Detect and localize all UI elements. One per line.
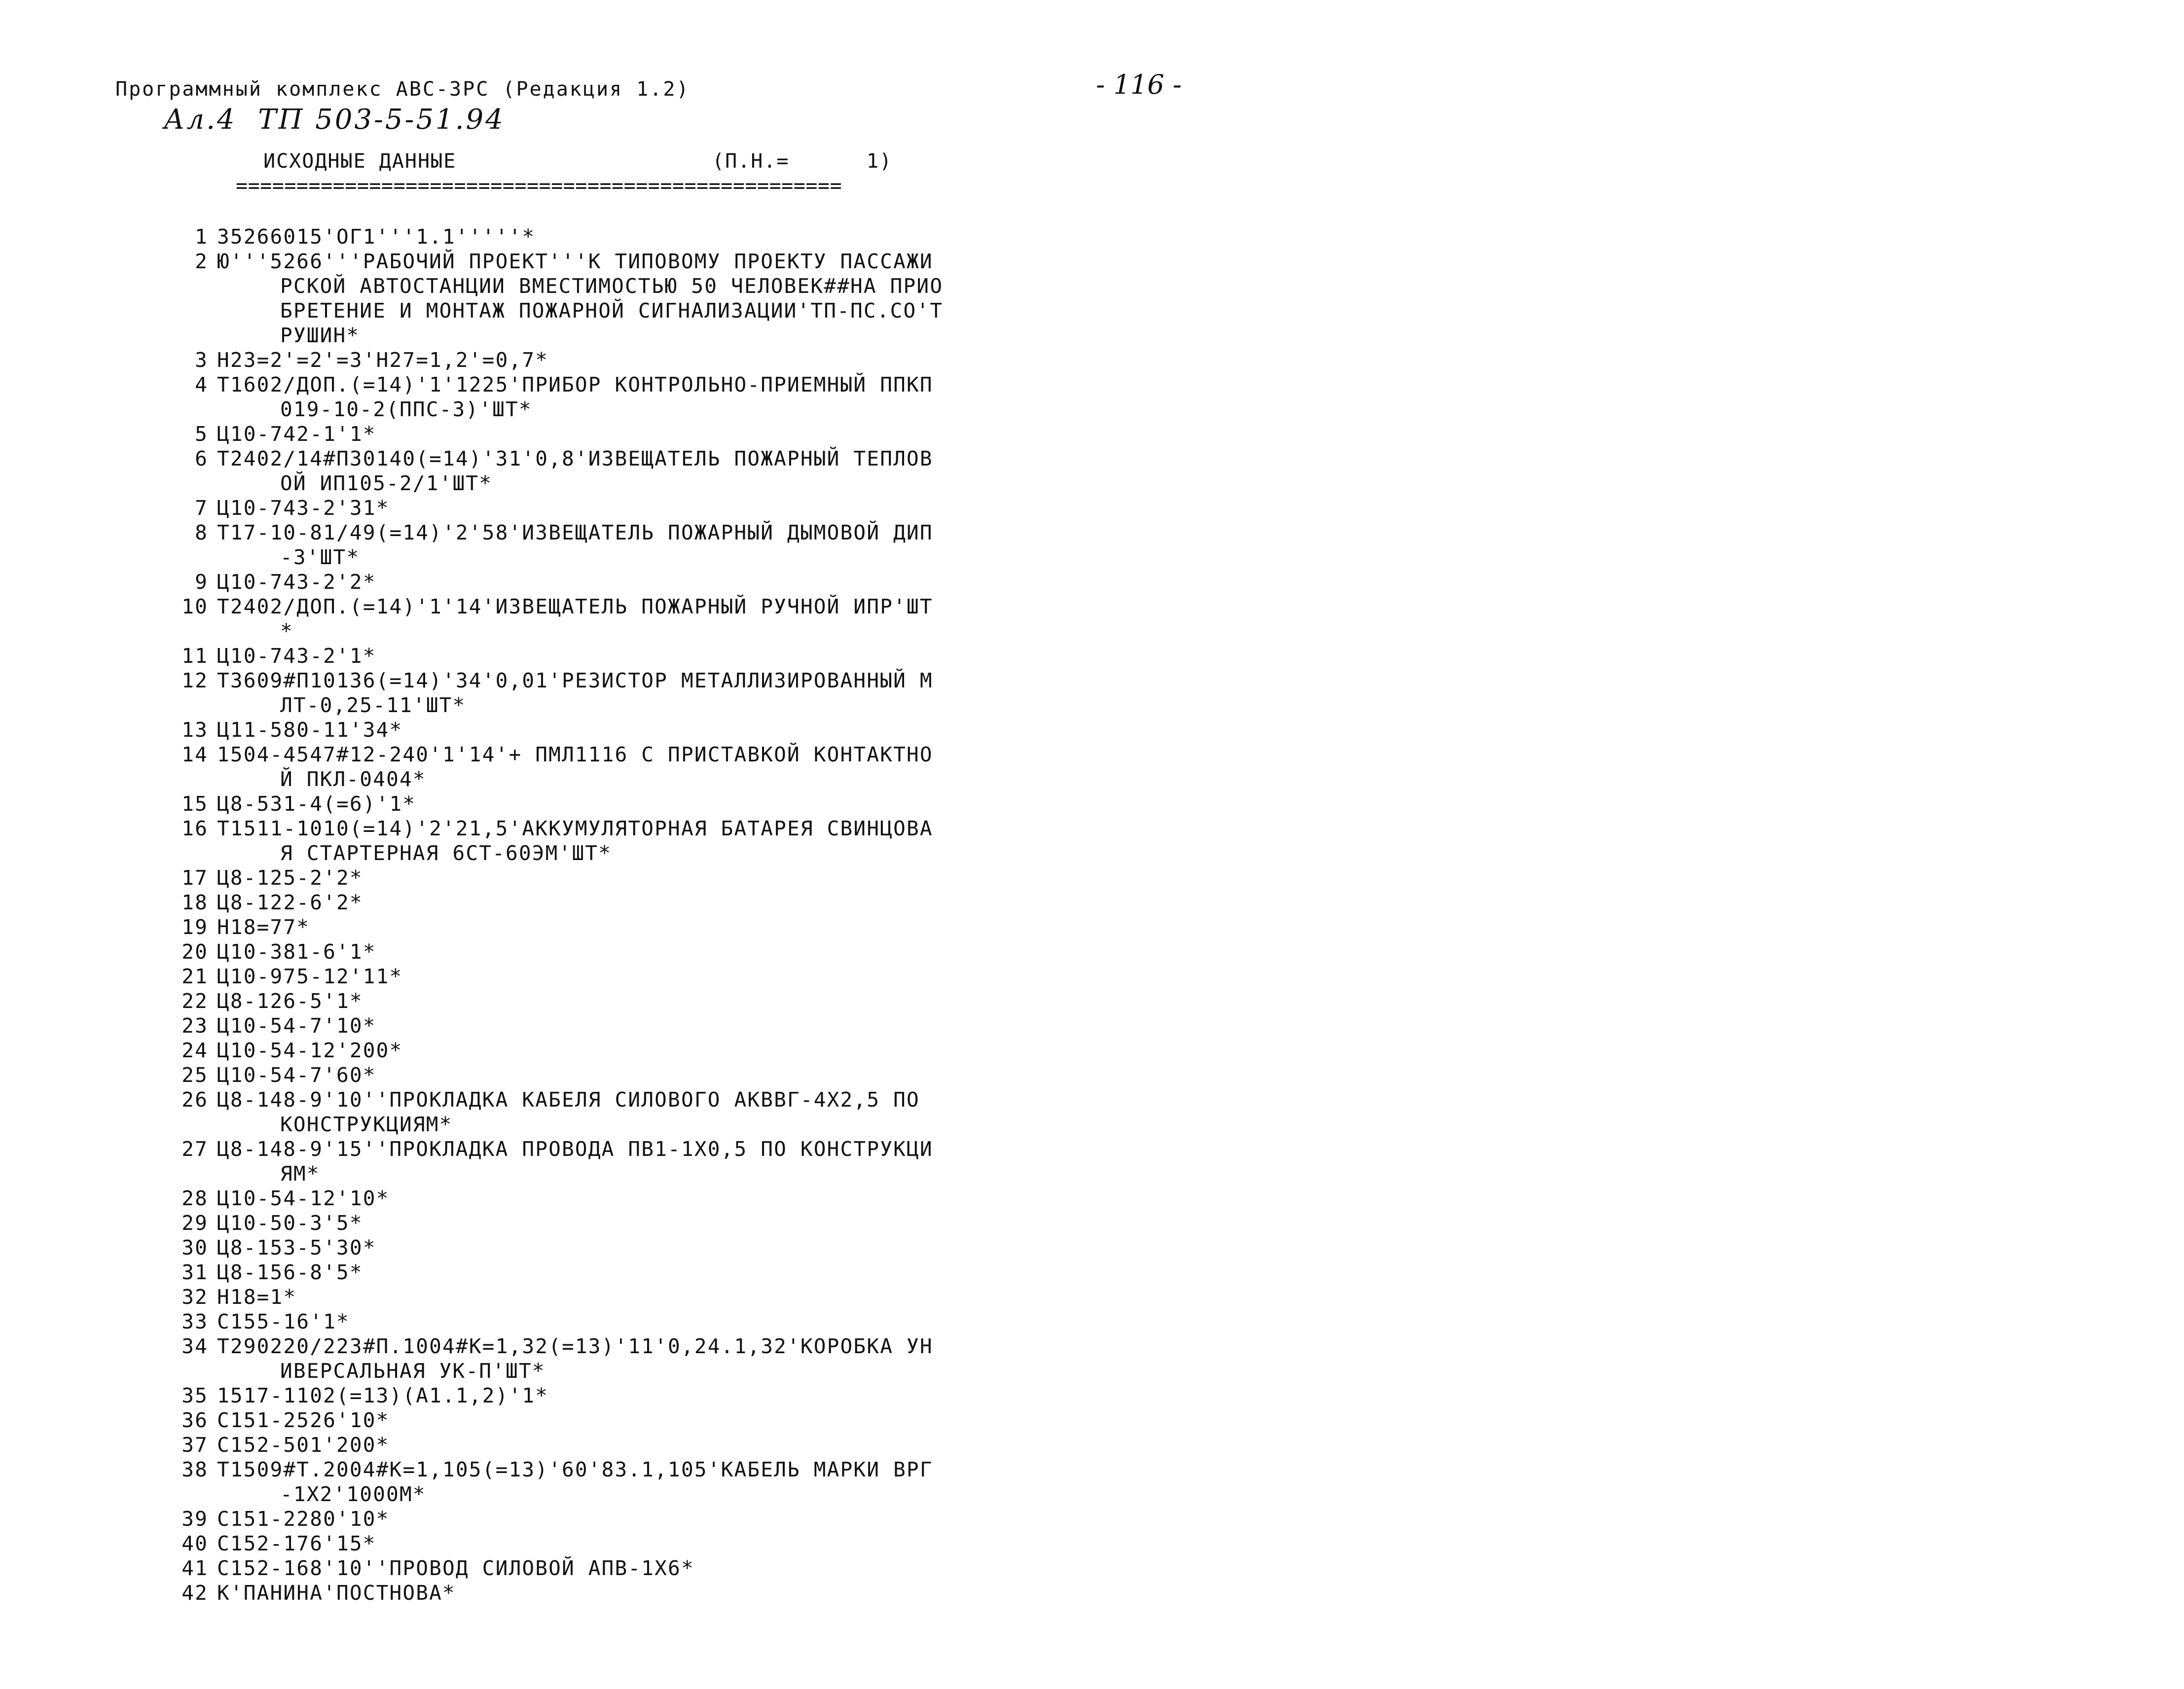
section-title: ИСХОДНЫЕ ДАННЫЕ	[263, 150, 457, 173]
record-text: Ц10-54-7'10*	[217, 1014, 376, 1038]
record-continuation-line	[176, 1161, 1104, 1186]
record-text: Ц10-381-6'1*	[217, 940, 376, 964]
record-text: БРЕТЕНИЕ И МОНТАЖ ПОЖАРНОЙ СИГНАЛИЗАЦИИ'ТП-ПС.СО'Т	[280, 299, 944, 323]
record-continuation-line	[176, 1112, 1104, 1137]
record-text: Ц10-975-12'11*	[217, 965, 403, 988]
record-number: 23	[182, 1014, 208, 1038]
record-text: Ю'''5266'''РАБОЧИЙ ПРОЕКТ'''К ТИПОВОМУ ПРОЕКТУ ПАССАЖИ	[217, 250, 933, 273]
record-text: -1Х2'1000М*	[280, 1482, 426, 1506]
record-text: Т17-10-81/49(=14)'2'58'ИЗВЕЩАТЕЛЬ ПОЖАРНЫЙ ДЫМОВОЙ ДИП	[217, 521, 933, 544]
record-number: 26	[182, 1088, 208, 1112]
record-text: Ц10-743-2'1*	[217, 644, 376, 668]
record-continuation-line	[176, 274, 1104, 298]
record-line	[176, 1038, 1104, 1063]
record-continuation-line	[176, 298, 1104, 323]
record-number: 33	[182, 1310, 208, 1333]
record-text: ИВЕРСАЛЬНАЯ УК-П'ШТ*	[280, 1359, 546, 1383]
record-continuation-line	[176, 693, 1104, 718]
record-line	[176, 890, 1104, 915]
record-number: 12	[182, 669, 208, 692]
record-line	[176, 1334, 1104, 1359]
record-text: Ц8-531-4(=6)'1*	[217, 792, 416, 816]
record-number: 3	[195, 348, 208, 372]
record-text: ЛТ-0,25-11'ШТ*	[280, 693, 466, 717]
record-text: Ц8-148-9'10''ПРОКЛАДКА КАБЕЛЯ СИЛОВОГО АКВВГ-4Х2,5 ПО	[217, 1088, 920, 1112]
record-text: Ц8-125-2'2*	[217, 866, 363, 890]
record-text: Ц10-743-2'2*	[217, 570, 376, 594]
record-number: 15	[182, 792, 208, 816]
record-number: 6	[195, 447, 208, 470]
record-text: РУШИН*	[280, 323, 360, 347]
record-number: 1	[195, 225, 208, 249]
record-number	[176, 1161, 217, 1186]
record-number: 34	[182, 1334, 208, 1358]
record-line	[176, 791, 1104, 816]
record-number	[176, 841, 217, 865]
record-number: 42	[182, 1581, 208, 1605]
record-line	[176, 644, 1104, 668]
record-number: 11	[182, 644, 208, 668]
section-rule: ==================================================	[236, 175, 842, 197]
album-note: Ал.4 ТП 503-5-51.94	[164, 104, 505, 136]
record-text: Ц8-153-5'30*	[217, 1236, 376, 1259]
record-number: 17	[182, 866, 208, 890]
record-text: Ц10-54-12'200*	[217, 1039, 403, 1062]
record-number: 37	[182, 1433, 208, 1457]
record-number: 30	[182, 1236, 208, 1259]
record-text: Т290220/223#П.1004#К=1,32(=13)'11'0,24.1,32'КОРОБКА УН	[217, 1334, 933, 1358]
page-number: - 116 -	[1096, 69, 1182, 100]
record-number: 18	[182, 891, 208, 914]
record-text: С152-176'15*	[217, 1532, 376, 1555]
record-line	[176, 446, 1104, 471]
record-text: Ц11-580-11'34*	[217, 718, 403, 742]
record-number: 16	[182, 817, 208, 840]
record-line	[176, 915, 1104, 939]
record-text: ЯМ*	[280, 1162, 320, 1186]
record-number: 31	[182, 1260, 208, 1284]
record-line	[176, 1507, 1104, 1531]
record-number	[176, 619, 217, 644]
record-text: Т1509#Т.2004#К=1,105(=13)'60'83.1,105'КАБЕЛЬ МАРКИ ВРГ	[217, 1458, 933, 1481]
record-number	[176, 1482, 217, 1507]
record-line	[176, 372, 1104, 397]
record-number: 27	[182, 1137, 208, 1161]
record-text: Ц8-148-9'15''ПРОКЛАДКА ПРОВОДА ПВ1-1Х0,5 ПО КОНСТРУКЦИ	[217, 1137, 933, 1161]
record-number: 21	[182, 965, 208, 988]
record-text: 1504-4547#12-240'1'14'+ ПМЛ1116 С ПРИСТАВКОЙ КОНТАКТНО	[217, 743, 933, 766]
record-line	[176, 989, 1104, 1013]
record-number: 28	[182, 1186, 208, 1210]
record-number	[176, 693, 217, 718]
record-text: -3'ШТ*	[280, 545, 360, 569]
record-continuation-line	[176, 397, 1104, 422]
record-line	[176, 1383, 1104, 1408]
record-number: 39	[182, 1507, 208, 1531]
record-number: 2	[195, 250, 208, 273]
record-text: Ц10-742-1'1*	[217, 422, 376, 446]
record-number	[176, 323, 217, 348]
record-number: 4	[195, 373, 208, 396]
record-line	[176, 1531, 1104, 1556]
record-line	[176, 348, 1104, 372]
record-number: 41	[182, 1556, 208, 1580]
record-continuation-line	[176, 619, 1104, 644]
record-number: 9	[195, 570, 208, 594]
record-number: 10	[182, 595, 208, 618]
record-text: Т1511-1010(=14)'2'21,5'АККУМУЛЯТОРНАЯ БАТАРЕЯ СВИНЦОВА	[217, 817, 933, 840]
records-list	[176, 224, 1104, 1605]
record-text: Т3609#П10136(=14)'34'0,01'РЕЗИСТОР МЕТАЛЛИЗИРОВАННЫЙ М	[217, 669, 933, 692]
record-number	[176, 397, 217, 422]
record-text: Ц8-156-8'5*	[217, 1260, 363, 1284]
record-line	[176, 668, 1104, 693]
record-text: К'ПАНИНА'ПОСТНОВА*	[217, 1581, 456, 1605]
record-number	[176, 298, 217, 323]
record-text: 35266015'ОГ1'''1.1'''''*	[217, 225, 536, 249]
program-header: Программный комплекс АВС-3РС (Редакция 1.2)	[115, 78, 690, 101]
record-line	[176, 249, 1104, 274]
record-text: С151-2280'10*	[217, 1507, 390, 1531]
record-line	[176, 742, 1104, 767]
record-text: Т2402/ДОП.(=14)'1'14'ИЗВЕЩАТЕЛЬ ПОЖАРНЫЙ РУЧНОЙ ИПР'ШТ	[217, 595, 933, 618]
record-line	[176, 1087, 1104, 1112]
record-text: Й ПКЛ-0404*	[280, 767, 426, 791]
record-line	[176, 816, 1104, 841]
record-number: 7	[195, 496, 208, 520]
record-line	[176, 422, 1104, 446]
record-line	[176, 1260, 1104, 1285]
record-number: 14	[182, 743, 208, 766]
record-line	[176, 1433, 1104, 1457]
record-text: РСКОЙ АВТОСТАНЦИИ ВМЕСТИМОСТЬЮ 50 ЧЕЛОВЕК##НА ПРИО	[280, 274, 944, 298]
record-text: Ц10-743-2'31*	[217, 496, 390, 520]
record-line	[176, 1063, 1104, 1087]
record-number: 38	[182, 1458, 208, 1481]
record-text: Ц8-122-6'2*	[217, 891, 363, 914]
record-continuation-line	[176, 1359, 1104, 1383]
record-number: 22	[182, 989, 208, 1013]
section-parameter: (П.Н.= 1)	[712, 150, 893, 173]
record-number: 35	[182, 1384, 208, 1407]
record-number	[176, 767, 217, 791]
record-text: Н23=2'=2'=3'Н27=1,2'=0,7*	[217, 348, 549, 372]
record-text: Ц10-54-12'10*	[217, 1186, 390, 1210]
record-text: *	[280, 619, 293, 643]
record-line	[176, 224, 1104, 249]
record-number	[176, 1359, 217, 1383]
record-text: С152-168'10''ПРОВОД СИЛОВОЙ АПВ-1Х6*	[217, 1556, 694, 1580]
record-text: Я СТАРТЕРНАЯ 6СТ-60ЭМ'ШТ*	[280, 841, 612, 865]
record-line	[176, 1556, 1104, 1581]
record-line	[176, 964, 1104, 989]
record-line	[176, 496, 1104, 520]
record-line	[176, 520, 1104, 545]
record-continuation-line	[176, 1482, 1104, 1507]
record-continuation-line	[176, 471, 1104, 496]
record-number: 5	[195, 422, 208, 446]
record-number	[176, 274, 217, 298]
record-continuation-line	[176, 323, 1104, 348]
record-line	[176, 1457, 1104, 1482]
record-text: 019-10-2(ППС-3)'ШТ*	[280, 397, 532, 421]
record-line	[176, 1309, 1104, 1334]
record-line	[176, 570, 1104, 594]
record-number: 29	[182, 1211, 208, 1235]
record-number	[176, 1112, 217, 1137]
record-text: С152-501'200*	[217, 1433, 390, 1457]
record-number	[176, 545, 217, 570]
record-line	[176, 1137, 1104, 1161]
record-number: 25	[182, 1063, 208, 1087]
record-line	[176, 1186, 1104, 1211]
record-continuation-line	[176, 767, 1104, 791]
record-line	[176, 594, 1104, 619]
record-number: 32	[182, 1285, 208, 1309]
record-number: 40	[182, 1532, 208, 1555]
record-number: 8	[195, 521, 208, 544]
record-line	[176, 718, 1104, 742]
record-number: 20	[182, 940, 208, 964]
record-continuation-line	[176, 841, 1104, 865]
record-line	[176, 1581, 1104, 1605]
record-number: 19	[182, 915, 208, 939]
record-line	[176, 1408, 1104, 1433]
record-text: ОЙ ИП105-2/1'ШТ*	[280, 471, 493, 495]
record-text: Н18=1*	[217, 1285, 297, 1309]
record-line	[176, 1211, 1104, 1235]
record-line	[176, 1013, 1104, 1038]
record-text: С151-2526'10*	[217, 1408, 390, 1432]
record-number	[176, 471, 217, 496]
record-text: КОНСТРУКЦИЯМ*	[280, 1113, 453, 1136]
record-text: 1517-1102(=13)(А1.1,2)'1*	[217, 1384, 549, 1407]
record-line	[176, 1235, 1104, 1260]
record-text: Ц8-126-5'1*	[217, 989, 363, 1013]
record-number: 36	[182, 1408, 208, 1432]
record-text: Т1602/ДОП.(=14)'1'1225'ПРИБОР КОНТРОЛЬНО-ПРИЕМНЫЙ ППКП	[217, 373, 933, 396]
record-text: Т2402/14#П30140(=14)'31'0,8'ИЗВЕЩАТЕЛЬ ПОЖАРНЫЙ ТЕПЛОВ	[217, 447, 933, 470]
record-text: Ц10-50-3'5*	[217, 1211, 363, 1235]
record-line	[176, 1285, 1104, 1309]
record-number: 24	[182, 1039, 208, 1062]
record-text: Н18=77*	[217, 915, 310, 939]
record-line	[176, 939, 1104, 964]
record-number: 13	[182, 718, 208, 742]
record-line	[176, 865, 1104, 890]
record-continuation-line	[176, 545, 1104, 570]
record-text: С155-16'1*	[217, 1310, 350, 1333]
record-text: Ц10-54-7'60*	[217, 1063, 376, 1087]
